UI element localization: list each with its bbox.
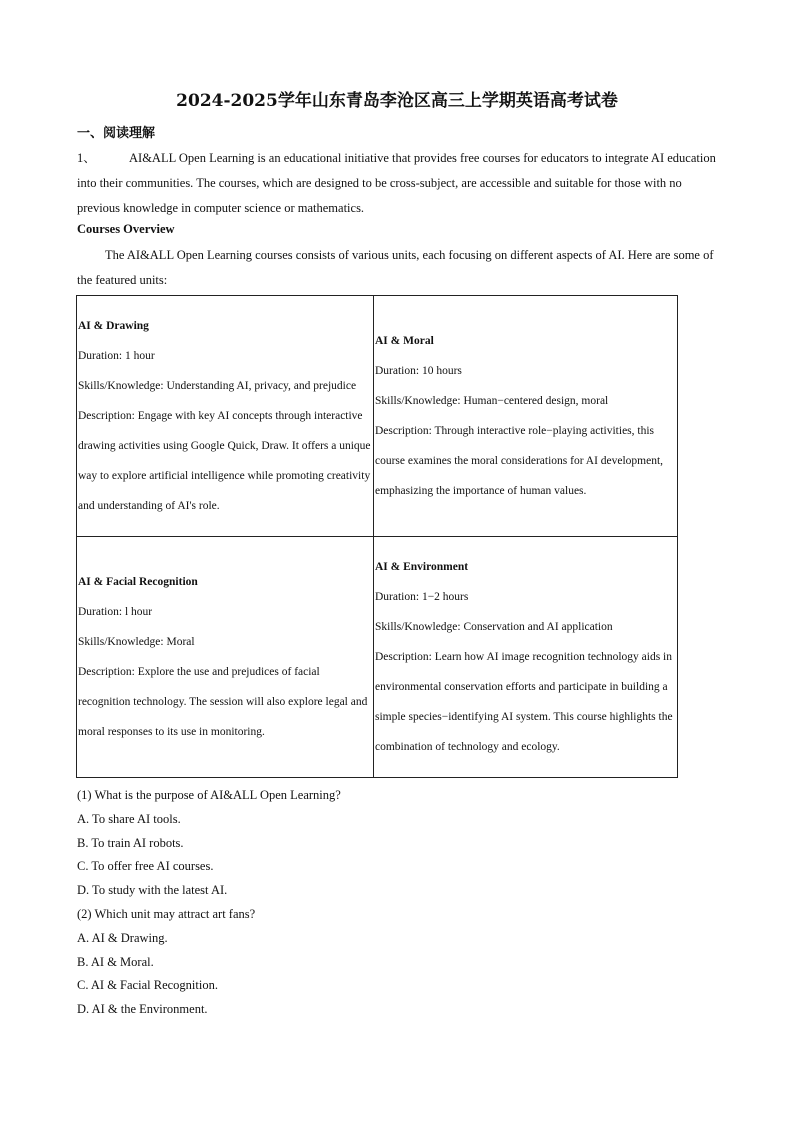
passage-intro xyxy=(77,146,717,221)
unit-name: AI & Moral xyxy=(375,335,434,347)
unit-duration: Duration: l hour xyxy=(78,606,153,618)
unit-name: AI & Facial Recognition xyxy=(78,576,198,588)
question-number: 1、 xyxy=(77,151,96,165)
question-stem: (1) What is the purpose of AI&ALL Open Learning? xyxy=(77,788,341,802)
page-title: 2024-2025学年山东青岛李沧区高三上学期英语高考试卷 xyxy=(176,91,618,111)
answer-option[interactable]: B. AI & Moral. xyxy=(77,954,154,969)
unit-description: Description: Explore the use and prejudices of facial recognition technology. The session will also explore legal and moral responses to its use in monitoring. xyxy=(78,666,368,738)
unit-cell xyxy=(77,537,374,778)
unit-skills: Skills/Knowledge: Moral xyxy=(78,636,195,648)
overview-text: The AI&ALL Open Learning courses consists of various units, each focusing on different aspects of AI. Here are some of the featured units: xyxy=(77,248,714,287)
answer-option[interactable]: B. To train AI robots. xyxy=(77,835,184,850)
unit-duration: Duration: 10 hours xyxy=(375,365,462,377)
section-heading: 一、阅读理解 xyxy=(77,126,156,141)
answer-option[interactable]: A. To share AI tools. xyxy=(77,811,181,826)
question-stem: (2) Which unit may attract art fans? xyxy=(77,906,256,921)
unit-cell xyxy=(374,537,678,778)
unit-duration: Duration: 1−2 hours xyxy=(375,591,469,603)
unit-cell xyxy=(77,296,374,537)
unit-description: Description: Through interactive role−playing activities, this course examines the moral considerations for AI development, emphasizing the importance of human values. xyxy=(375,425,664,497)
unit-description: Description: Learn how AI image recognition technology aids in environmental conservation efforts and participate in building a simple species−identifying AI system. This course highlights the combination of technology and ecology. xyxy=(375,651,673,753)
intro-text: AI&ALL Open Learning is an educational initiative that provides free courses for educators to integrate AI education into their communities. The courses, which are designed to be cross-subject, are accessible and suitable for those with no previous knowledge in computer science or mathematics. xyxy=(77,151,716,215)
question-block xyxy=(77,784,341,1022)
answer-option[interactable]: C. AI & Facial Recognition. xyxy=(77,978,218,993)
units-table xyxy=(76,295,678,778)
answer-option[interactable]: A. AI & Drawing. xyxy=(77,930,168,945)
unit-skills: Skills/Knowledge: Conservation and AI application xyxy=(375,621,613,633)
unit-skills: Skills/Knowledge: Understanding AI, privacy, and prejudice xyxy=(78,380,357,392)
unit-skills: Skills/Knowledge: Human−centered design, moral xyxy=(375,395,609,407)
unit-name: AI & Environment xyxy=(375,561,469,573)
overview-heading: Courses Overview xyxy=(77,222,175,236)
unit-description: Description: Engage with key AI concepts through interactive drawing activities using Google Quick, Draw. It offers a unique way to explore artificial intelligence while promoting creativity and understanding of AI's role. xyxy=(78,410,371,512)
unit-name: AI & Drawing xyxy=(78,320,149,332)
answer-option[interactable]: C. To offer free AI courses. xyxy=(77,859,214,874)
unit-duration: Duration: 1 hour xyxy=(78,350,155,362)
answer-option[interactable]: D. AI & the Environment. xyxy=(77,1002,208,1017)
unit-cell xyxy=(374,296,678,537)
answer-option[interactable]: D. To study with the latest AI. xyxy=(77,883,228,898)
